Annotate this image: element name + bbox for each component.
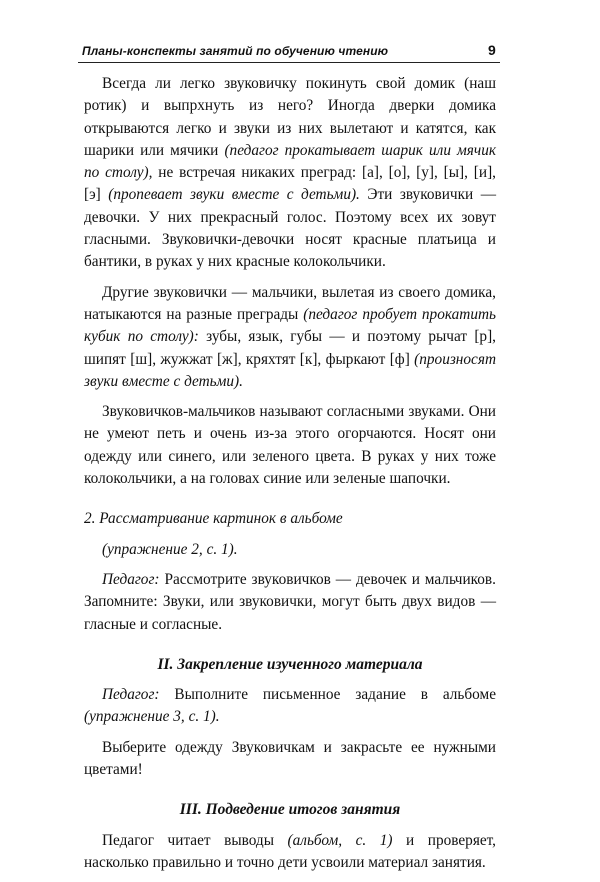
stage-direction: (произносят звуки вместе с детьми). — [84, 350, 496, 390]
paragraph-text: Рассмотрите звуковичков — девочек и мальчиков. Запомните: Звуки, или звуковички, могут быть двух видов — гласные и согласные. — [84, 570, 496, 633]
paragraph-text: Другие звуковички — мальчики, вылетая из своего домика, натыкаются на разные преграды — [84, 283, 496, 323]
paragraph-text: и проверяет, насколько правильно и точно дети усвоили материал занятия. — [84, 831, 497, 871]
task-2-reference: (упражнение 2, с. 1). — [102, 540, 238, 558]
paragraph-teacher-task — [84, 684, 496, 729]
paragraph-text: Педагог читает выводы — [102, 831, 274, 849]
paragraph-coloring: Выберите одежду Звуковичкам и закрасьте ее нужными цветами! — [84, 738, 496, 779]
task-2-title: 2. Рассматривание картинок в альбоме — [84, 510, 343, 528]
paragraph-consonant-boys: Звуковичков-мальчиков называют согласными звуками. Они не умеют петь и очень из-за этого огорчаются. Носят они одежду или синего, или зеленого цвета. В руках у них тоже колокольчики, а на головах синие или зеленые шапочки. — [84, 403, 496, 488]
running-head: Планы-конспекты занятий по обучению чтению — [82, 44, 389, 58]
paragraph-teacher-look — [84, 569, 496, 636]
exercise-reference: (упражнение 3, с. 1). — [84, 708, 220, 726]
paragraph-consonants — [84, 282, 496, 393]
stage-direction: (педагог пробует прокатить кубик по столу): — [84, 305, 496, 346]
page-body — [84, 73, 496, 882]
page-number: 9 — [488, 42, 496, 58]
paragraph-text: зубы, язык, губы — и поэтому рычат [р], шипят [ш], жужжат [ж], кряхтят [к], фыркают [ф] — [84, 328, 496, 368]
paragraph-vowels — [84, 73, 496, 274]
speaker-label: Педагог: — [102, 686, 160, 704]
paragraph-conclusions — [84, 830, 496, 875]
stage-direction: (педагог прокатывает шарик или мячик по столу), — [84, 141, 497, 182]
paragraph-text: Выполните письменное задание в альбоме — [174, 686, 496, 704]
section-3-heading: III. Подведение итогов занятия — [179, 801, 401, 819]
album-reference: (альбом, с. 1) — [287, 831, 393, 849]
paragraph-text: не встречая никаких преград: [а], [о], [у], [ы], [и], [э] — [84, 164, 496, 204]
speaker-label: Педагог: — [102, 570, 160, 588]
paragraph-text: Всегда ли легко звуковичку покинуть свой домик (наш ротик) и выпрхнуть из него? Иногда дверки домика открываются легко и звуки из них вылетают и катятся, как шарики или мячики — [84, 75, 496, 159]
paragraph-text: Эти звуковички — девочки. У них прекрасный голос. Поэтому всех их зовут гласными. Звуковички-девочки носят красные платьица и бантики, в руках у них красные колокольчики. — [84, 186, 496, 271]
section-2-heading: II. Закрепление изученного материала — [157, 655, 423, 673]
header-rule — [78, 62, 500, 63]
stage-direction: (пропевает звуки вместе с детьми). — [108, 186, 360, 204]
